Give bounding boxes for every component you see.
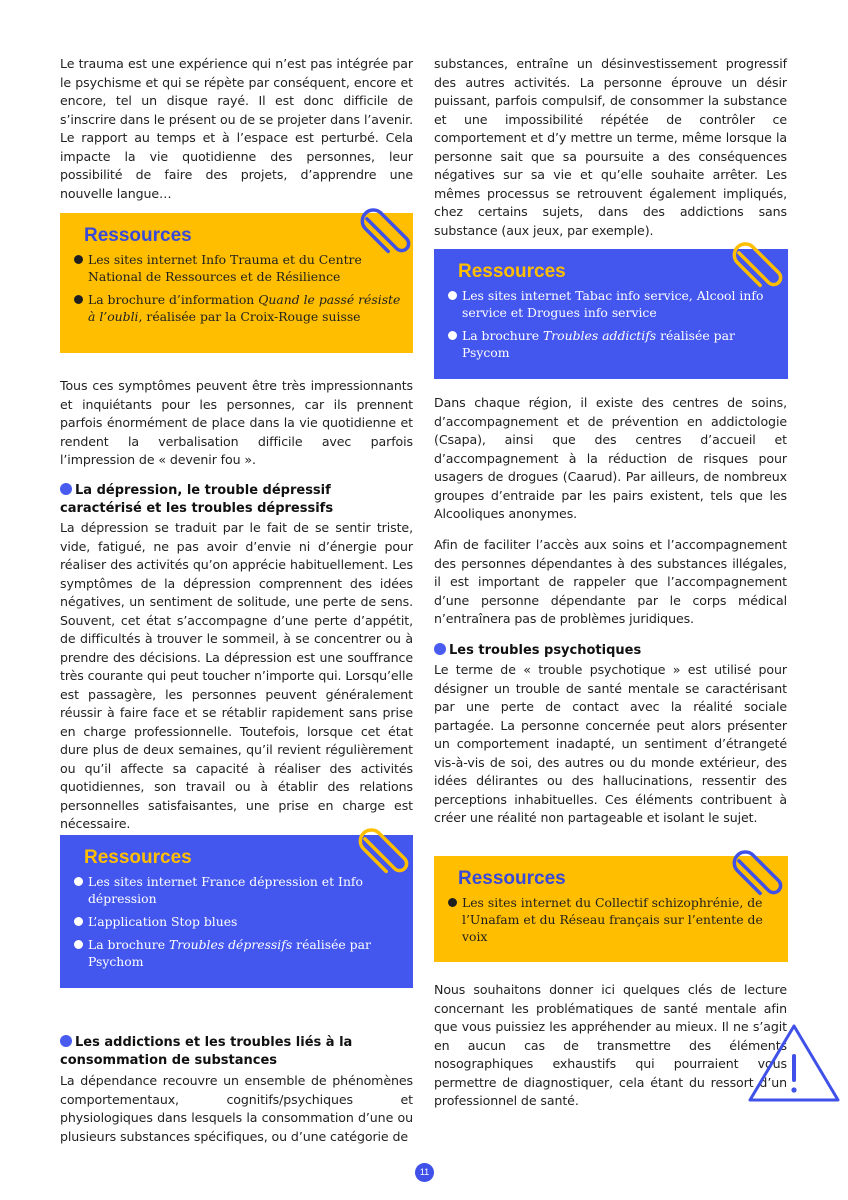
paragraph-centres: Dans chaque région, il existe des centres de soins, d’accompagnement et de prévention en addictologie (Csapa), ainsi que des centres d’accueil et d’accompagnement à la réduction de risques pour usagers de drogues (Caarud). Par ailleurs, de nombreux groupes d’entraide par les pairs existent, tels que les Alcooliques anonymes. [434, 395, 787, 521]
resource-item: La brochure d’information Quand le passé résiste à l’oubli, réalisée par la Croix-Rouge suisse [72, 291, 401, 325]
warning-triangle-icon [744, 1020, 844, 1106]
paperclip-icon [356, 198, 426, 268]
paragraph-addictions: La dépendance recouvre un ensemble de phénomènes comportementaux, cognitifs/psychiques et physiologiques dans lesquels la consommation d’une ou plusieurs substances spécifiques, ou d’une catégorie de [60, 1073, 413, 1144]
paragraph-access-care: Afin de faciliter l’accès aux soins et l’accompagnement des personnes dépendantes à des substances illégales, il est important de rappeler que l’accompagnement d’une personne dépendante par le corps médical n’entraînera pas de problèmes juridiques. [434, 537, 787, 626]
paperclip-icon [728, 232, 798, 302]
resource-item: Les sites internet Tabac info service, Alcool info service et Drogues info service [446, 287, 776, 321]
heading-depression: La dépression, le trouble dépressif caractérisé et les troubles dépressifs [60, 483, 334, 516]
resources-title: Ressources [84, 225, 192, 246]
bullet-dot [60, 483, 72, 495]
bullet-dot [434, 643, 446, 655]
resource-item: Les sites internet du Collectif schizophrénie, de l’Unafam et du Réseau français sur l’entente de voix [446, 894, 776, 945]
resource-item: L’application Stop blues [72, 913, 401, 930]
bullet-dot [60, 1035, 72, 1047]
page-number: 11 [415, 1163, 434, 1182]
paragraph-symptoms: Tous ces symptômes peuvent être très impressionnants et inquiétants pour les personnes, car ils prennent parfois énormément de place dans la vie quotidienne et rendent la verbalisation difficile avec parfois l’impression de « devenir fou ». [60, 378, 413, 467]
resources-title: Ressources [458, 868, 566, 889]
paragraph-disclaimer: Nous souhaitons donner ici quelques clés de lecture concernant les problématiques de santé mentale afin que vous puissiez les appréhender au mieux. Il ne s’agit en aucun cas de transmettre des éléments nosographiques exhaustifs qui pourraient vous permettre de diagnostiquer, cela étant du ressort d’un professionnel de santé. [434, 982, 787, 1108]
heading-addictions: Les addictions et les troubles liés à la consommation de substances [60, 1035, 353, 1068]
resource-item: La brochure Troubles addictifs réalisée par Psycom [446, 327, 776, 361]
paragraph-trauma: Le trauma est une expérience qui n’est pas intégrée par le psychisme et qui se répète par conséquent, encore et encore, tel un disque rayé. Il est donc difficile de s’inscrire dans le présent ou de se projeter dans l’avenir. Le rapport au temps et à l’espace est perturbé. Cela impacte la vie quotidienne des personnes, leur possibilité de faire des projets, d’apprendre une nouvelle langue… [60, 56, 413, 201]
paragraph-psychotic: Le terme de « trouble psychotique » est utilisé pour désigner un trouble de santé mentale se caractérisant par une perte de contact avec la réalité sociale partagée. La personne concernée peut alors présenter un comportement inadapté, un sentiment d’étrangeté vis-à-vis de soi, des autres ou du monde extérieur, des idées délirantes ou des hallucinations, ressentir des perceptions inhabituelles. Ces éléments contribuent à créer une réalité non partageable et isolant le sujet. [434, 662, 787, 825]
paperclip-icon [728, 840, 798, 910]
resource-item: Les sites internet France dépression et Info dépression [72, 873, 401, 907]
resources-title: Ressources [458, 261, 566, 282]
paperclip-icon [354, 818, 424, 888]
resource-item: Les sites internet Info Trauma et du Centre National de Ressources et de Résilience [72, 251, 401, 285]
heading-psychotic: Les troubles psychotiques [434, 642, 787, 660]
paragraph-depression: La dépression se traduit par le fait de se sentir triste, vide, fatigué, ne pas avoir d’envie ni d’énergie pour réaliser des activités qu’on apprécie habituellement. Les symptômes de la dépression comprennent des idées négatives, un sentiment de solitude, une perte de sens. Souvent, cet état s’accompagne d’une perte d’appétit, de difficultés à trouver le sommeil, à se concentrer ou à prendre des décisions. La dépression est une souffrance très courante qui peut toucher n’importe qui. Lorsqu’elle est passagère, les personnes peuvent généralement réussir à faire face et se rétablir rapidement sans prise en charge professionnelle. Toutefois, lorsque cet état dure plus de deux semaines, qu’il revient régulièrement ou qu’il affecte sa capacité à réaliser des activités quotidiennes, son travail ou à établir des relations personnelles satisfaisantes, une prise en charge est nécessaire. [60, 520, 413, 831]
paragraph-substances: substances, entraîne un désinvestissement progressif des autres activités. La personne éprouve un désir puissant, parfois compulsif, de consommer la substance et une impossibilité répétée de contrôler ce comportement et d’y mettre un terme, même lorsque la personne sait que sa poursuite a des conséquences négatives sur sa vie et qu’elle souhaite arrêter. Les mêmes processus se retrouvent également impliqués, chez certains sujets, dans des addictions sans substance (aux jeux, par exemple). [434, 56, 787, 238]
resource-item: La brochure Troubles dépressifs réalisée par Psychom [72, 936, 401, 970]
resources-title: Ressources [84, 847, 192, 868]
